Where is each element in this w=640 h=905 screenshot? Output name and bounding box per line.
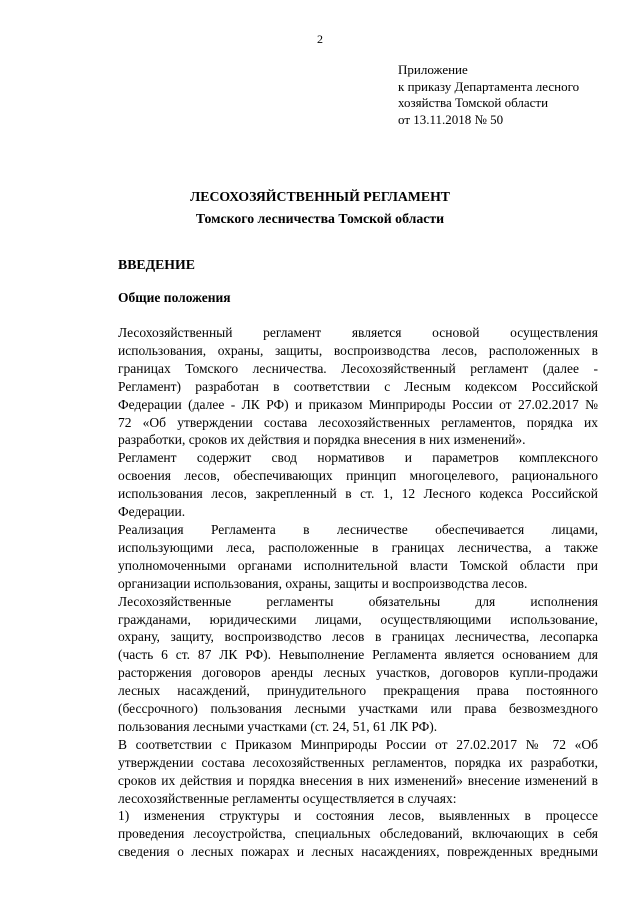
title-main: ЛЕСОХОЗЯЙСТВЕННЫЙ РЕГЛАМЕНТ <box>189 189 451 204</box>
text-line: расторжения договоров аренды лесных участков, договоров купли-продажи <box>118 665 598 681</box>
text-line: границах Томского лесничества. Лесохозяйственный регламент (далее - <box>118 360 598 376</box>
text-line: Регламент) разработан в соответствии с Лесным кодексом Российской <box>118 378 598 394</box>
text-line: охрану, защиту, воспроизводство лесов в границах лесничества, лесопарка <box>118 629 598 645</box>
text-line: пользования лесными участками (ст. 24, 51, 61 ЛК РФ). <box>118 718 438 734</box>
text-line: (часть 6 ст. 87 ЛК РФ). Невыполнение Регламента является основанием для <box>118 647 598 663</box>
text-line: гражданами, юридическими лицами, осуществляющими использование, <box>118 611 598 627</box>
text-line: утверждении состава лесохозяйственных регламентов, порядка их разработки, <box>118 754 598 770</box>
text-line: разработки, сроков их действия и порядка внесения в них изменений». <box>118 432 526 448</box>
title-sub: Томского лесничества Томской области <box>195 211 445 226</box>
text-line: (бессрочного) пользования лесными участками или права безвозмездного <box>118 701 598 717</box>
text-line: освоения лесов, обеспечивающих принцип многоцелевого, рационального <box>118 468 598 484</box>
section-heading: ВВЕДЕНИЕ <box>118 257 195 272</box>
text-line: использования лесов, закрепленный в ст. 1, 12 Лесного кодекса Российской <box>118 486 598 502</box>
text-line: Лесохозяйственный регламент является основой осуществления <box>118 325 598 340</box>
appendix-line: Приложение <box>398 62 468 77</box>
page-number: 2 <box>317 32 323 46</box>
appendix-block <box>398 62 579 128</box>
body-text <box>118 324 598 861</box>
text-line: Лесохозяйственные регламенты обязательны для исполнения <box>118 593 598 609</box>
text-line: В соответствии с Приказом Минприроды России от 27.02.2017 № 72 «Об <box>118 736 598 752</box>
text-line: Федерации. <box>118 504 186 520</box>
text-line: лесохозяйственные регламенты осуществляется в случаях: <box>118 790 457 806</box>
text-line: лесных насаждений, принудительного прекращения права постоянного <box>118 683 598 699</box>
text-line: Реализация Регламента в лесничестве обеспечивается лицами, <box>118 521 598 537</box>
appendix-line: хозяйства Томской области <box>398 95 549 110</box>
appendix-line: к приказу Департамента лесного <box>398 78 580 94</box>
subsection-heading: Общие положения <box>118 290 231 305</box>
text-line: использования, охраны, защиты, воспроизводства лесов, расположенных в <box>118 342 598 358</box>
appendix-line: от 13.11.2018 № 50 <box>398 111 504 127</box>
text-line: Регламент содержит свод нормативов и параметров комплексного <box>118 450 598 466</box>
text-line: Федерации (далее - ЛК РФ) и приказом Минприроды России от 27.02.2017 № <box>118 396 598 412</box>
text-line: сведения о лесных пожарах и лесных насаждениях, поврежденных вредными <box>118 844 598 860</box>
text-line: сроков их действия и порядка внесения в них изменений» внесение изменений в <box>118 772 598 788</box>
text-line: проведения лесоустройства, специальных обследований, включающих в себя <box>118 826 598 842</box>
document-title <box>0 186 640 230</box>
text-line: использующими леса, расположенные в границах лесничества, а также <box>118 539 598 555</box>
text-line: организации использования, охраны, защиты и воспроизводства лесов. <box>118 575 528 591</box>
text-line: 1) изменения структуры и состояния лесов, выявленных в процессе <box>118 808 598 824</box>
text-line: уполномоченными органами исполнительной власти Томской области при <box>118 557 598 573</box>
text-line: 72 «Об утверждении состава лесохозяйственных регламентов, порядка их <box>118 414 598 430</box>
